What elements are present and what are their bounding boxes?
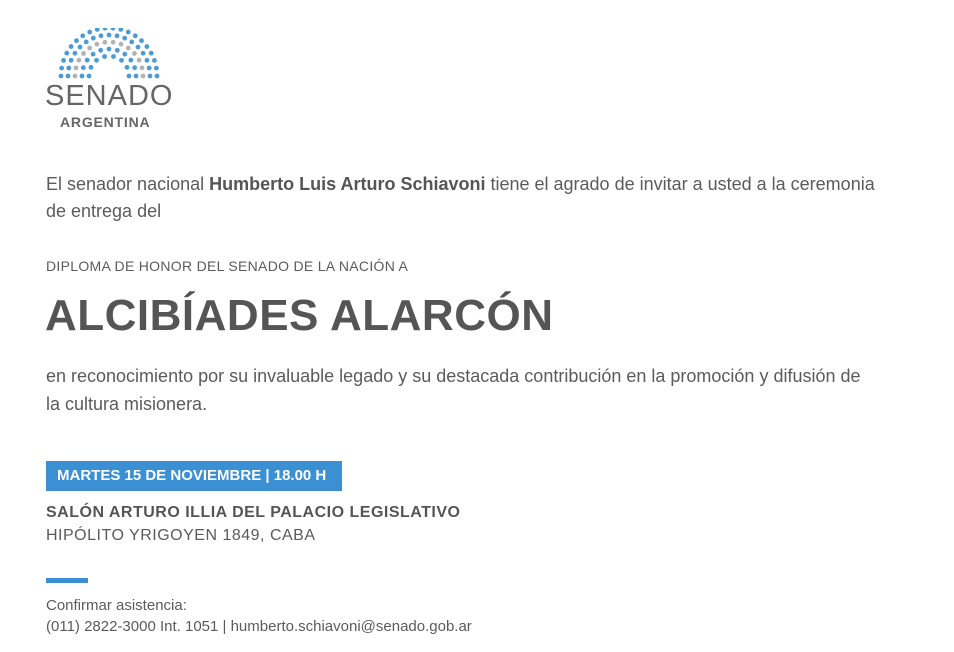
- logo-dot: [139, 38, 144, 43]
- hemicycle-dots-icon: [57, 28, 161, 80]
- logo-dot: [115, 33, 120, 38]
- logo-title: SENADO: [45, 80, 174, 112]
- logo-dot: [129, 40, 134, 45]
- logo-dot: [95, 42, 100, 47]
- logo-dot: [81, 51, 86, 56]
- recognition-text: en reconocimiento por su invaluable legado y su destacada contribución en la promoción y difusión de la cultura misionera.: [46, 366, 861, 414]
- intro-suffix: tiene el agrado de invitar a usted a la ceremonia de entrega del: [46, 174, 875, 221]
- logo-dot: [107, 33, 112, 38]
- logo-dot: [126, 30, 131, 35]
- logo-dot: [91, 52, 96, 57]
- logo-dot: [111, 28, 116, 31]
- logo-dot: [74, 65, 79, 70]
- logo-dot: [140, 65, 145, 70]
- logo-dot: [103, 28, 108, 31]
- logo-dot: [85, 58, 90, 63]
- rsvp-label: Confirmar asistencia:: [46, 597, 187, 614]
- accent-divider: [46, 578, 88, 583]
- event-venue: SALÓN ARTURO ILLIA DEL PALACIO LEGISLATIVO: [46, 504, 461, 521]
- logo-dot: [119, 58, 124, 63]
- logo-dot: [87, 74, 92, 79]
- logo-dot: [133, 33, 138, 38]
- logo-subtitle: ARGENTINA: [60, 114, 151, 130]
- logo-dot: [99, 33, 104, 38]
- honoree-name: ALCIBÍADES ALARCÓN: [45, 291, 554, 340]
- logo-dot: [126, 46, 131, 51]
- logo-dot: [103, 40, 108, 45]
- logo-dot: [94, 58, 99, 63]
- logo-dot: [147, 66, 152, 71]
- logo-dot: [102, 54, 107, 59]
- logo-dot: [155, 74, 160, 79]
- logo-dot: [115, 48, 120, 53]
- logo-dot: [134, 74, 139, 79]
- logo-dot: [61, 58, 66, 63]
- logo-dot: [136, 45, 141, 50]
- logo-dot: [66, 66, 71, 71]
- intro-prefix: El senador nacional: [46, 174, 210, 194]
- logo-dot: [87, 46, 92, 51]
- logo-dot: [107, 47, 112, 52]
- logo-dot: [74, 38, 79, 43]
- logo-dot: [154, 66, 159, 71]
- logo-dot: [59, 74, 64, 79]
- logo-dot: [122, 36, 127, 41]
- logo-dot: [141, 74, 146, 79]
- event-date-badge: MARTES 15 DE NOVIEMBRE | 18.00 H: [46, 461, 342, 491]
- logo-dot: [144, 44, 149, 49]
- logo-dot: [69, 44, 74, 49]
- logo-dot: [128, 58, 133, 63]
- invitation-intro: [46, 171, 876, 225]
- logo-dot: [149, 51, 154, 56]
- logo-dot: [76, 58, 81, 63]
- rsvp-contact: (011) 2822-3000 Int. 1051 | humberto.schiavoni@senado.gob.ar: [46, 618, 472, 635]
- logo-dot: [125, 65, 130, 70]
- event-address: HIPÓLITO YRIGOYEN 1849, CABA: [46, 527, 316, 544]
- logo-dot: [95, 28, 100, 32]
- logo-dot: [127, 74, 132, 79]
- logo-dot: [111, 54, 116, 59]
- logo-dot: [73, 74, 78, 79]
- logo-dot: [84, 40, 89, 45]
- logo-dot: [111, 40, 116, 45]
- logo-dot: [118, 28, 123, 32]
- logo-dot: [73, 51, 78, 56]
- logo-dot: [132, 65, 137, 70]
- diploma-label: DIPLOMA DE HONOR DEL SENADO DE LA NACIÓN A: [46, 258, 409, 274]
- logo-dot: [152, 58, 157, 63]
- logo-dot: [89, 65, 94, 70]
- logo-dot: [66, 74, 71, 79]
- logo-dot: [91, 36, 96, 41]
- logo-dot: [59, 66, 64, 71]
- logo-dot: [87, 30, 92, 35]
- senator-name: Humberto Luis Arturo Schiavoni: [209, 174, 486, 194]
- logo-dot: [148, 74, 153, 79]
- logo-dot: [64, 51, 69, 56]
- logo-dot: [132, 51, 137, 56]
- logo-dot: [98, 48, 103, 53]
- logo-dot: [81, 65, 86, 70]
- logo-dot: [137, 58, 142, 63]
- logo-dot: [144, 58, 149, 63]
- logo-dot: [78, 45, 83, 50]
- logo-dot: [141, 51, 146, 56]
- logo-dot: [119, 42, 124, 47]
- logo-dot: [122, 52, 127, 57]
- logo-dot: [69, 58, 74, 63]
- logo-dot: [80, 74, 85, 79]
- logo-dot: [80, 33, 85, 38]
